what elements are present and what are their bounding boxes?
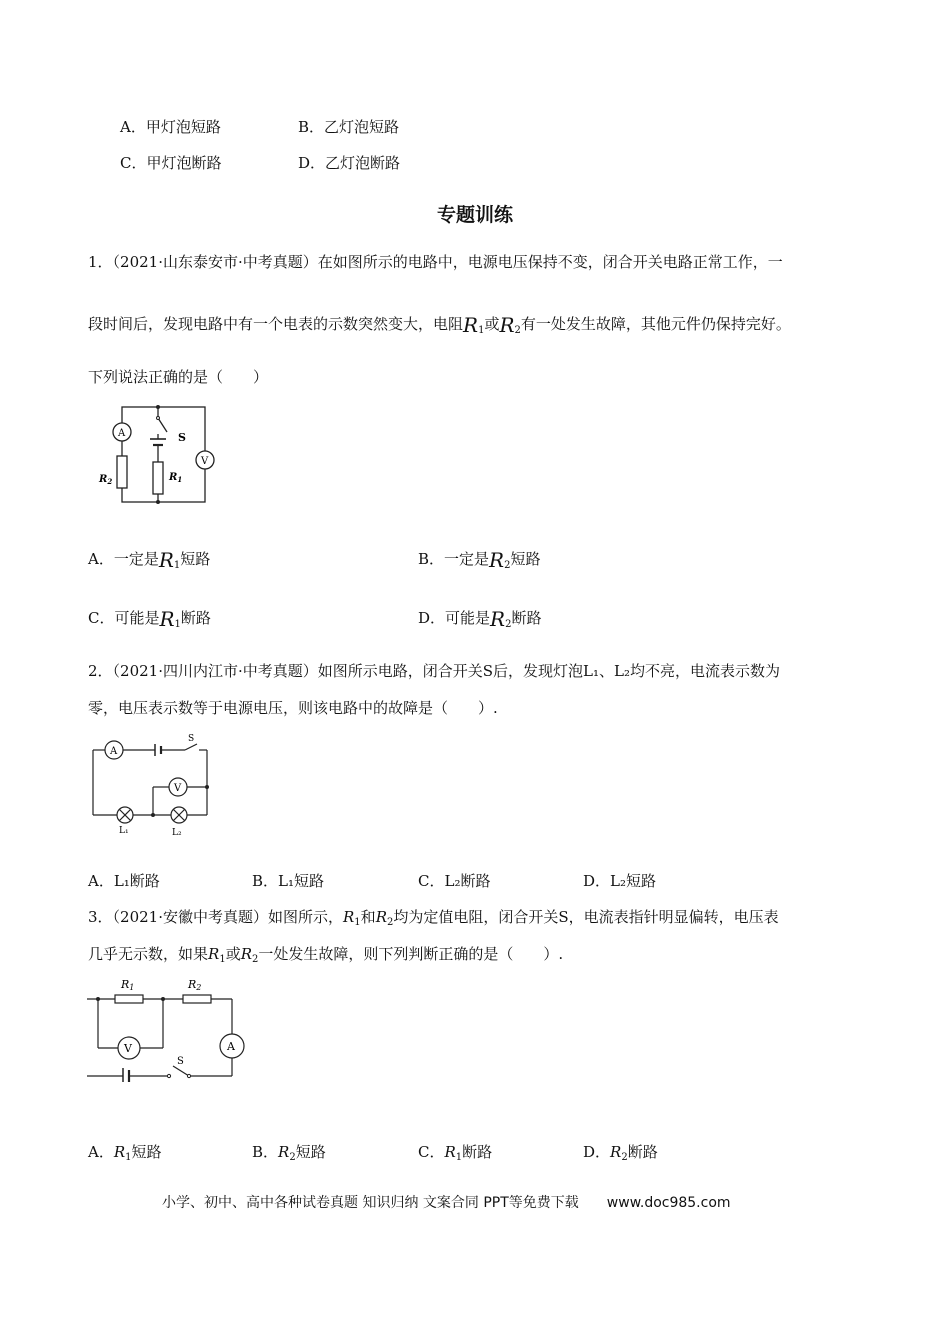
- q3-line1: 3．（2021·安徽中考真题）如图所示，$R_1$和$R_2$均为定值电阻，闭合开关S，电流表指针明显偏转，电压表: [88, 908, 779, 928]
- q3-option-c: C．$R_1$断路: [418, 1143, 493, 1163]
- q2-fig-l1-label: L₁: [119, 826, 129, 836]
- q2-option-c: C．L₂断路: [418, 872, 491, 890]
- q2-fig-l2-label: L₂: [172, 828, 182, 838]
- prev-option-a: A．甲灯泡短路: [120, 118, 221, 136]
- q2-option-d: D．L₂短路: [583, 872, 657, 890]
- footer-text: 小学、初中、高中各种试卷真题 知识归纳 文案合同 PPT等免费下载: [162, 1195, 579, 1211]
- page-footer: [162, 1192, 731, 1212]
- prev-option-c: C．甲灯泡断路: [120, 154, 222, 172]
- svg-text:R2: $R_2$: [99, 474, 113, 486]
- q3-fig-ammeter-label: A: [227, 1040, 235, 1053]
- q2-circuit-diagram: [85, 730, 225, 840]
- q3-fig-switch-label: S: [177, 1056, 184, 1067]
- q1-line1: 1．（2021·山东泰安市·中考真题）在如图所示的电路中，电源电压保持不变，闭合开关电路正常工作，一: [88, 253, 783, 271]
- q2-fig-switch-label: S: [188, 734, 195, 744]
- q2-fig-voltmeter-label: V: [174, 783, 182, 794]
- q2-line2: 零，电压表示数等于电源电压，则该电路中的故障是（ ）.: [88, 699, 498, 717]
- prev-option-d: D．乙灯泡断路: [298, 154, 401, 172]
- footer-url[interactable]: www.doc985.com: [606, 1195, 731, 1211]
- svg-text:R1: $R_1$: [169, 472, 183, 484]
- svg-text:R1: R1: [121, 978, 135, 992]
- q2-fig-ammeter-label: A: [110, 746, 118, 757]
- q3-option-b: B．$R_2$短路: [252, 1143, 326, 1163]
- q1-option-d: D．可能是$R_2$断路: [418, 607, 542, 631]
- q1-fig-switch-label: S: [178, 431, 186, 444]
- q3-option-d: D．$R_2$断路: [583, 1143, 658, 1163]
- q1-line3: 下列说法正确的是（ ）: [88, 368, 269, 386]
- q3-fig-voltmeter-label: V: [124, 1042, 132, 1055]
- section-title: 专题训练: [436, 204, 513, 226]
- q1-option-a: A．一定是$R_1$短路: [88, 548, 211, 572]
- q1-option-c: C．可能是$R_1$断路: [88, 607, 211, 631]
- q2-option-b: B．L₁短路: [252, 872, 324, 890]
- q2-line1: 2．（2021·四川内江市·中考真题）如图所示电路，闭合开关S后，发现灯泡L₁、L₂均不亮，电流表示数为: [88, 662, 780, 680]
- q3-circuit-diagram: [85, 972, 255, 1082]
- q3-line2: 几乎无示数，如果$R_1$或$R_2$一处发生故障，则下列判断正确的是（ ）.: [88, 945, 564, 965]
- q1-option-b: B．一定是$R_2$短路: [418, 548, 541, 572]
- q2-option-a: A．L₁断路: [88, 872, 160, 890]
- svg-text:R2: R2: [188, 978, 202, 992]
- prev-option-b: B．乙灯泡短路: [298, 118, 400, 136]
- q1-fig-ammeter-label: A: [118, 428, 126, 439]
- q1-fig-voltmeter-label: V: [201, 456, 209, 467]
- q3-option-a: A．$R_1$短路: [88, 1143, 162, 1163]
- q1-circuit-diagram: [95, 396, 245, 521]
- q1-line2: 段时间后，发现电路中有一个电表的示数突然变大，电阻$R_1$或$R_2$有一处发生故障，其他元件仍保持完好。: [88, 313, 791, 337]
